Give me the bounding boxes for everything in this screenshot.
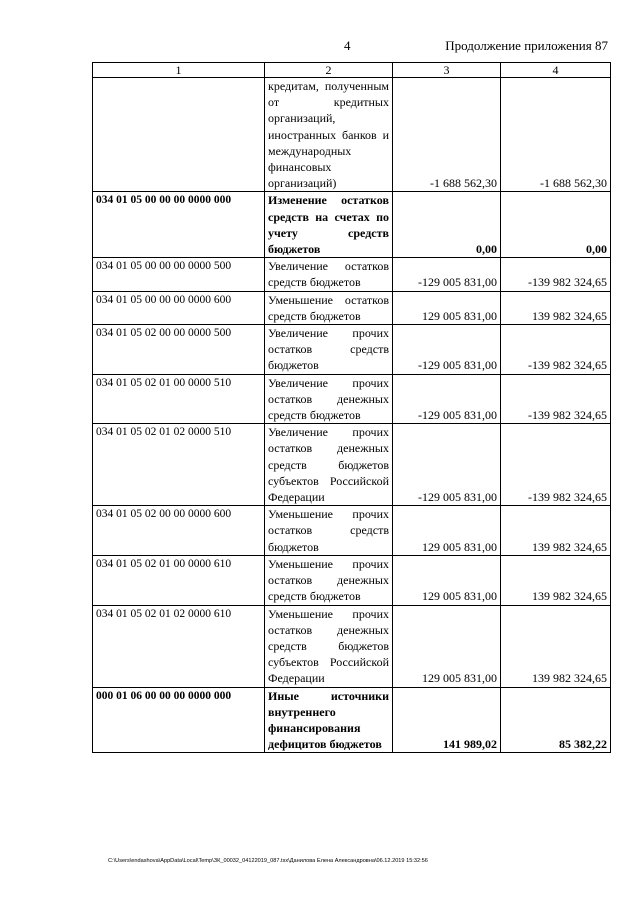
row-code: 034 01 05 02 01 00 0000 610	[93, 555, 265, 605]
table-row	[93, 687, 611, 753]
row-code: 034 01 05 00 00 00 0000 500	[93, 258, 265, 291]
row-value-exec: 0,00	[501, 192, 611, 258]
row-name: Увеличение прочих остатков денежных средств бюджетов субъектов Российской Федерации	[265, 424, 393, 506]
row-code: 034 01 05 02 01 02 0000 610	[93, 605, 265, 687]
table-row	[93, 424, 611, 506]
row-value-plan: -129 005 831,00	[393, 258, 501, 291]
row-value-plan: 0,00	[393, 192, 501, 258]
column-header-4: 4	[501, 63, 611, 78]
table-row	[93, 258, 611, 291]
row-value-plan: 141 989,02	[393, 687, 501, 753]
row-code	[93, 78, 265, 192]
row-name: Уменьшение прочих остатков денежных средств бюджетов субъектов Российской Федерации	[265, 605, 393, 687]
row-value-plan: -1 688 562,30	[393, 78, 501, 192]
row-value-exec: 85 382,22	[501, 687, 611, 753]
row-value-exec: -139 982 324,65	[501, 374, 611, 424]
row-name: Увеличение прочих остатков денежных средств бюджетов	[265, 374, 393, 424]
continuation-title: Продолжение приложения 87	[445, 38, 608, 53]
row-value-exec: -139 982 324,65	[501, 258, 611, 291]
row-name: Увеличение прочих остатков средств бюджетов	[265, 325, 393, 375]
column-header-2: 2	[265, 63, 393, 78]
row-value-plan: 129 005 831,00	[393, 605, 501, 687]
row-value-exec: -139 982 324,65	[501, 325, 611, 375]
row-value-exec: 139 982 324,65	[501, 506, 611, 556]
footer-file-path: C:\Users\endashova\AppData\Local\Temp\ЗК_00032_04122019_087.tsx\Данилова Елена Александровна\06.12.2019 15:32:56	[108, 858, 428, 864]
table-row	[93, 506, 611, 556]
budget-sources-table	[92, 62, 611, 753]
row-value-plan: -129 005 831,00	[393, 424, 501, 506]
row-value-plan: 129 005 831,00	[393, 506, 501, 556]
row-value-plan: 129 005 831,00	[393, 291, 501, 324]
row-value-plan: -129 005 831,00	[393, 374, 501, 424]
row-code: 034 01 05 00 00 00 0000 000	[93, 192, 265, 258]
row-value-exec: -139 982 324,65	[501, 424, 611, 506]
row-name: Уменьшение остатков средств бюджетов	[265, 291, 393, 324]
row-name: кредитам, полученным от кредитных организаций, иностранных банков и международных финансовых организаций)	[265, 78, 393, 192]
row-value-exec: 139 982 324,65	[501, 605, 611, 687]
page-number: 4	[344, 38, 351, 53]
row-code: 034 01 05 02 01 02 0000 510	[93, 424, 265, 506]
table-row	[93, 374, 611, 424]
row-value-plan: -129 005 831,00	[393, 325, 501, 375]
row-value-plan: 129 005 831,00	[393, 555, 501, 605]
table-row	[93, 192, 611, 258]
table-row	[93, 605, 611, 687]
row-name: Иные источники внутреннего финансирования дефицитов бюджетов	[265, 687, 393, 753]
row-code: 034 01 05 00 00 00 0000 600	[93, 291, 265, 324]
column-number-row	[93, 63, 611, 78]
row-name: Уменьшение прочих остатков денежных средств бюджетов	[265, 555, 393, 605]
row-value-exec: 139 982 324,65	[501, 291, 611, 324]
table-row	[93, 291, 611, 324]
table-row	[93, 325, 611, 375]
row-value-exec: 139 982 324,65	[501, 555, 611, 605]
table-row	[93, 78, 611, 192]
table-row	[93, 555, 611, 605]
row-name: Уменьшение прочих остатков средств бюджетов	[265, 506, 393, 556]
row-code: 034 01 05 02 00 00 0000 500	[93, 325, 265, 375]
row-name: Увеличение остатков средств бюджетов	[265, 258, 393, 291]
row-value-exec: -1 688 562,30	[501, 78, 611, 192]
column-header-1: 1	[93, 63, 265, 78]
row-code: 000 01 06 00 00 00 0000 000	[93, 687, 265, 753]
column-header-3: 3	[393, 63, 501, 78]
row-code: 034 01 05 02 01 00 0000 510	[93, 374, 265, 424]
row-code: 034 01 05 02 00 00 0000 600	[93, 506, 265, 556]
row-name: Изменение остатков средств на счетах по учету средств бюджетов	[265, 192, 393, 258]
